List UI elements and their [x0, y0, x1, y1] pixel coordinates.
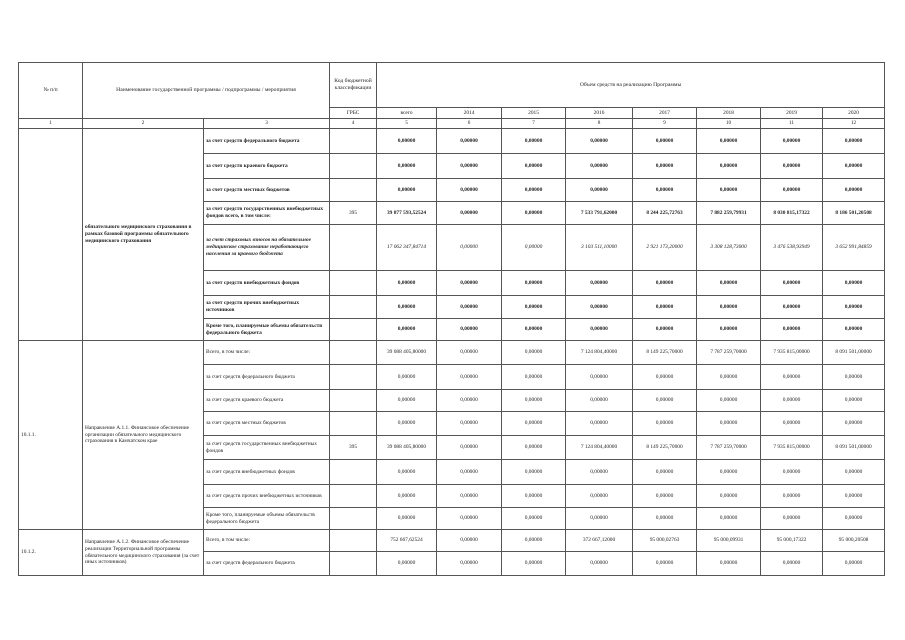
- amount-cell: 8 091 501,00000: [823, 436, 885, 460]
- amount-cell: 0,00000: [502, 508, 566, 530]
- amount-cell: 0,00000: [761, 508, 823, 530]
- column-number: 9: [633, 119, 697, 129]
- funding-source: за счет средств федерального бюджета: [204, 129, 330, 154]
- grbs-code: [330, 341, 377, 365]
- amount-cell: 0,00000: [502, 365, 566, 390]
- amount-cell: 0,00000: [437, 460, 502, 485]
- amount-cell: 0,00000: [823, 552, 885, 576]
- funding-source: за счет средств федерального бюджета: [204, 552, 330, 576]
- amount-cell: 0,00000: [502, 485, 566, 508]
- grbs-code: [330, 129, 377, 154]
- amount-cell: 0,00000: [377, 485, 437, 508]
- grbs-code: [330, 179, 377, 202]
- amount-cell: 0,00000: [437, 508, 502, 530]
- amount-cell: 39 088 405,80000: [377, 436, 437, 460]
- amount-cell: 0,00000: [502, 552, 566, 576]
- amount-cell: 8 186 501,20508: [823, 202, 885, 225]
- grbs-code: [330, 530, 377, 552]
- item-number: 10.1.2.: [19, 530, 83, 576]
- amount-cell: 0,00000: [377, 412, 437, 436]
- amount-cell: 7 124 804,40000: [566, 341, 633, 365]
- amount-cell: 0,00000: [502, 412, 566, 436]
- amount-cell: 95 000,02763: [633, 530, 697, 552]
- header-row: [19, 63, 885, 108]
- amount-cell: 0,00000: [437, 436, 502, 460]
- amount-cell: 0,00000: [697, 179, 761, 202]
- column-number-row: [19, 119, 885, 129]
- amount-cell: 7 787 259,70000: [697, 341, 761, 365]
- amount-cell: 0,00000: [823, 508, 885, 530]
- amount-cell: 0,00000: [437, 225, 502, 271]
- amount-cell: 0,00000: [823, 179, 885, 202]
- amount-cell: 7 124 804,40000: [566, 436, 633, 460]
- amount-cell: 39 088 405,80000: [377, 341, 437, 365]
- header-num: № п/п: [19, 63, 83, 119]
- amount-cell: 0,00000: [697, 365, 761, 390]
- column-number: 4: [330, 119, 377, 129]
- amount-cell: 0,00000: [633, 412, 697, 436]
- amount-cell: 3 476 538,93949: [761, 225, 823, 271]
- amount-cell: 8 149 225,70000: [633, 436, 697, 460]
- item-name: Направление А.1.1. Финансовое обеспечение организации обязательного медицинского страхования в Камчатском крае: [83, 341, 204, 530]
- item-number: [19, 129, 83, 341]
- amount-cell: 0,00000: [697, 390, 761, 412]
- grbs-code: [330, 508, 377, 530]
- amount-cell: 0,00000: [377, 319, 437, 341]
- amount-cell: 372 667,12000: [566, 530, 633, 552]
- amount-cell: 0,00000: [697, 412, 761, 436]
- amount-cell: 0,00000: [823, 129, 885, 154]
- amount-cell: 0,00000: [633, 154, 697, 179]
- amount-cell: 0,00000: [502, 296, 566, 319]
- funding-source: за счет средств внебюджетных фондов: [204, 460, 330, 485]
- amount-cell: 0,00000: [633, 365, 697, 390]
- header-volume: Объем средств на реализацию Программы: [377, 63, 885, 108]
- header-year: 2015: [502, 108, 566, 119]
- amount-cell: 0,00000: [823, 296, 885, 319]
- funding-source: за счет средств краевого бюджета: [204, 390, 330, 412]
- amount-cell: 0,00000: [502, 225, 566, 271]
- column-number: 2: [83, 119, 204, 129]
- amount-cell: 0,00000: [437, 202, 502, 225]
- amount-cell: 0,00000: [633, 271, 697, 296]
- amount-cell: 8 030 815,17322: [761, 202, 823, 225]
- amount-cell: 0,00000: [502, 129, 566, 154]
- amount-cell: 0,00000: [566, 412, 633, 436]
- amount-cell: 0,00000: [761, 412, 823, 436]
- item-name: Направление А.1.2. Финансовое обеспечение реализации Территориальной программы обязательного медицинского страхования (за счет иных источников): [83, 530, 204, 576]
- amount-cell: 0,00000: [437, 271, 502, 296]
- amount-cell: 0,00000: [502, 319, 566, 341]
- amount-cell: 0,00000: [823, 154, 885, 179]
- funding-source: за счет средств государственных внебюджетных фондов: [204, 436, 330, 460]
- amount-cell: 0,00000: [437, 319, 502, 341]
- grbs-code: [330, 271, 377, 296]
- amount-cell: 0,00000: [437, 485, 502, 508]
- amount-cell: 8 244 225,72763: [633, 202, 697, 225]
- amount-cell: 0,00000: [566, 390, 633, 412]
- header-year: 2020: [823, 108, 885, 119]
- amount-cell: 0,00000: [437, 365, 502, 390]
- amount-cell: 0,00000: [377, 365, 437, 390]
- header-total: всего: [377, 108, 437, 119]
- amount-cell: 0,00000: [697, 271, 761, 296]
- amount-cell: 0,00000: [633, 508, 697, 530]
- amount-cell: 0,00000: [377, 154, 437, 179]
- amount-cell: 0,00000: [761, 319, 823, 341]
- table-row: [19, 341, 885, 365]
- grbs-code: [330, 390, 377, 412]
- grbs-code: [330, 225, 377, 271]
- amount-cell: 0,00000: [566, 552, 633, 576]
- amount-cell: 0,00000: [823, 319, 885, 341]
- amount-cell: 752 667,62524: [377, 530, 437, 552]
- amount-cell: 0,00000: [761, 460, 823, 485]
- amount-cell: 0,00000: [566, 460, 633, 485]
- amount-cell: 95 000,17322: [761, 530, 823, 552]
- program-funding-table: [18, 62, 885, 576]
- amount-cell: 0,00000: [697, 552, 761, 576]
- column-number: 6: [437, 119, 502, 129]
- amount-cell: 95 000,20508: [823, 530, 885, 552]
- amount-cell: 0,00000: [502, 436, 566, 460]
- amount-cell: 0,00000: [437, 296, 502, 319]
- grbs-code: 395: [330, 436, 377, 460]
- amount-cell: 2 921 173,20000: [633, 225, 697, 271]
- amount-cell: 0,00000: [566, 365, 633, 390]
- funding-source: за счет средств местных бюджетов: [204, 412, 330, 436]
- amount-cell: 7 935 815,00000: [761, 436, 823, 460]
- amount-cell: 0,00000: [377, 271, 437, 296]
- grbs-code: 395: [330, 202, 377, 225]
- header-year: 2014: [437, 108, 502, 119]
- amount-cell: 0,00000: [502, 530, 566, 552]
- amount-cell: 0,00000: [377, 129, 437, 154]
- grbs-code: [330, 319, 377, 341]
- amount-cell: 0,00000: [437, 179, 502, 202]
- funding-source: Всего, в том числе:: [204, 530, 330, 552]
- amount-cell: 8 149 225,70000: [633, 341, 697, 365]
- amount-cell: 0,00000: [377, 552, 437, 576]
- amount-cell: 0,00000: [633, 552, 697, 576]
- amount-cell: 0,00000: [377, 179, 437, 202]
- amount-cell: 0,00000: [633, 129, 697, 154]
- grbs-code: [330, 460, 377, 485]
- funding-source: за счет средств государственных внебюджетных фондов всего, в том числе:: [204, 202, 330, 225]
- grbs-code: [330, 412, 377, 436]
- funding-source: за счет средств прочих внебюджетных источников: [204, 485, 330, 508]
- amount-cell: 0,00000: [437, 390, 502, 412]
- amount-cell: 0,00000: [761, 271, 823, 296]
- amount-cell: 7 935 815,00000: [761, 341, 823, 365]
- amount-cell: 0,00000: [566, 296, 633, 319]
- amount-cell: 0,00000: [633, 390, 697, 412]
- amount-cell: 0,00000: [823, 390, 885, 412]
- header-grbs: ГРБС: [330, 108, 377, 119]
- amount-cell: 0,00000: [502, 341, 566, 365]
- amount-cell: 0,00000: [761, 485, 823, 508]
- item-name: обязательного медицинского страхования в рамках базовой программы обязательного медицинского страхования: [83, 129, 204, 341]
- item-number: 10.1.1.: [19, 341, 83, 530]
- amount-cell: 0,00000: [502, 390, 566, 412]
- column-number: 10: [697, 119, 761, 129]
- amount-cell: 0,00000: [761, 179, 823, 202]
- funding-source: за счет страховых взносов на обязательное медицинское страхование неработающего населения за краевого бюджета: [204, 225, 330, 271]
- amount-cell: 39 877 593,52524: [377, 202, 437, 225]
- amount-cell: 0,00000: [697, 460, 761, 485]
- header-year: 2016: [566, 108, 633, 119]
- amount-cell: 0,00000: [437, 412, 502, 436]
- grbs-code: [330, 296, 377, 319]
- amount-cell: 95 000,09931: [697, 530, 761, 552]
- amount-cell: 17 062 347,84714: [377, 225, 437, 271]
- table-row: [19, 530, 885, 552]
- funding-source: за счет средств прочих внебюджетных источников: [204, 296, 330, 319]
- grbs-code: [330, 552, 377, 576]
- funding-source: за счет средств федерального бюджета: [204, 365, 330, 390]
- amount-cell: 0,00000: [566, 271, 633, 296]
- amount-cell: 0,00000: [697, 296, 761, 319]
- amount-cell: 0,00000: [502, 154, 566, 179]
- amount-cell: 0,00000: [823, 365, 885, 390]
- amount-cell: 0,00000: [566, 485, 633, 508]
- header-year: 2018: [697, 108, 761, 119]
- header-year: 2017: [633, 108, 697, 119]
- amount-cell: 0,00000: [502, 460, 566, 485]
- amount-cell: 0,00000: [437, 154, 502, 179]
- amount-cell: 0,00000: [566, 179, 633, 202]
- amount-cell: 0,00000: [437, 341, 502, 365]
- amount-cell: 0,00000: [377, 460, 437, 485]
- column-number: 11: [761, 119, 823, 129]
- table-row: [19, 129, 885, 154]
- amount-cell: 0,00000: [823, 412, 885, 436]
- header-name: Наименование государственной программы / подпрограммы / мероприятия: [83, 63, 330, 119]
- header-year: 2019: [761, 108, 823, 119]
- column-number: 7: [502, 119, 566, 129]
- amount-cell: 0,00000: [377, 390, 437, 412]
- amount-cell: 0,00000: [633, 296, 697, 319]
- amount-cell: 3 103 511,10000: [566, 225, 633, 271]
- amount-cell: 7 882 259,79931: [697, 202, 761, 225]
- amount-cell: 7 533 791,62000: [566, 202, 633, 225]
- amount-cell: 0,00000: [437, 530, 502, 552]
- column-number: 12: [823, 119, 885, 129]
- amount-cell: 0,00000: [437, 129, 502, 154]
- amount-cell: 0,00000: [566, 319, 633, 341]
- amount-cell: 0,00000: [697, 319, 761, 341]
- amount-cell: 7 787 259,70000: [697, 436, 761, 460]
- column-number: 3: [204, 119, 330, 129]
- amount-cell: 0,00000: [437, 552, 502, 576]
- amount-cell: 8 091 501,00000: [823, 341, 885, 365]
- amount-cell: 3 308 128,73000: [697, 225, 761, 271]
- grbs-code: [330, 365, 377, 390]
- funding-source: Всего, в том числе:: [204, 341, 330, 365]
- amount-cell: 0,00000: [633, 179, 697, 202]
- amount-cell: 0,00000: [697, 154, 761, 179]
- amount-cell: 0,00000: [633, 460, 697, 485]
- grbs-code: [330, 485, 377, 508]
- amount-cell: 0,00000: [697, 129, 761, 154]
- amount-cell: 0,00000: [633, 319, 697, 341]
- funding-source: за счет средств местных бюджетов: [204, 179, 330, 202]
- funding-source: Кроме того, планируемые объемы обязательств федерального бюджета: [204, 319, 330, 341]
- amount-cell: 0,00000: [761, 365, 823, 390]
- amount-cell: 0,00000: [761, 129, 823, 154]
- amount-cell: 0,00000: [761, 154, 823, 179]
- amount-cell: 0,00000: [823, 271, 885, 296]
- amount-cell: 0,00000: [761, 390, 823, 412]
- amount-cell: 0,00000: [823, 460, 885, 485]
- amount-cell: 0,00000: [761, 296, 823, 319]
- column-number: 8: [566, 119, 633, 129]
- amount-cell: 0,00000: [502, 202, 566, 225]
- amount-cell: 0,00000: [761, 552, 823, 576]
- funding-source: Кроме того, планируемые объемы обязательств федерального бюджета: [204, 508, 330, 530]
- amount-cell: 0,00000: [697, 508, 761, 530]
- amount-cell: 0,00000: [502, 271, 566, 296]
- amount-cell: 0,00000: [697, 485, 761, 508]
- amount-cell: 0,00000: [566, 129, 633, 154]
- header-kbk: Код бюджетной классификации: [330, 63, 377, 108]
- amount-cell: 0,00000: [502, 179, 566, 202]
- amount-cell: 0,00000: [633, 485, 697, 508]
- amount-cell: 0,00000: [823, 485, 885, 508]
- funding-source: за счет средств краевого бюджета: [204, 154, 330, 179]
- funding-source: за счет средств внебюджетных фондов: [204, 271, 330, 296]
- grbs-code: [330, 154, 377, 179]
- amount-cell: 0,00000: [566, 154, 633, 179]
- amount-cell: 3 652 991,84859: [823, 225, 885, 271]
- amount-cell: 0,00000: [377, 508, 437, 530]
- amount-cell: 0,00000: [377, 296, 437, 319]
- column-number: 5: [377, 119, 437, 129]
- amount-cell: 0,00000: [566, 508, 633, 530]
- column-number: 1: [19, 119, 83, 129]
